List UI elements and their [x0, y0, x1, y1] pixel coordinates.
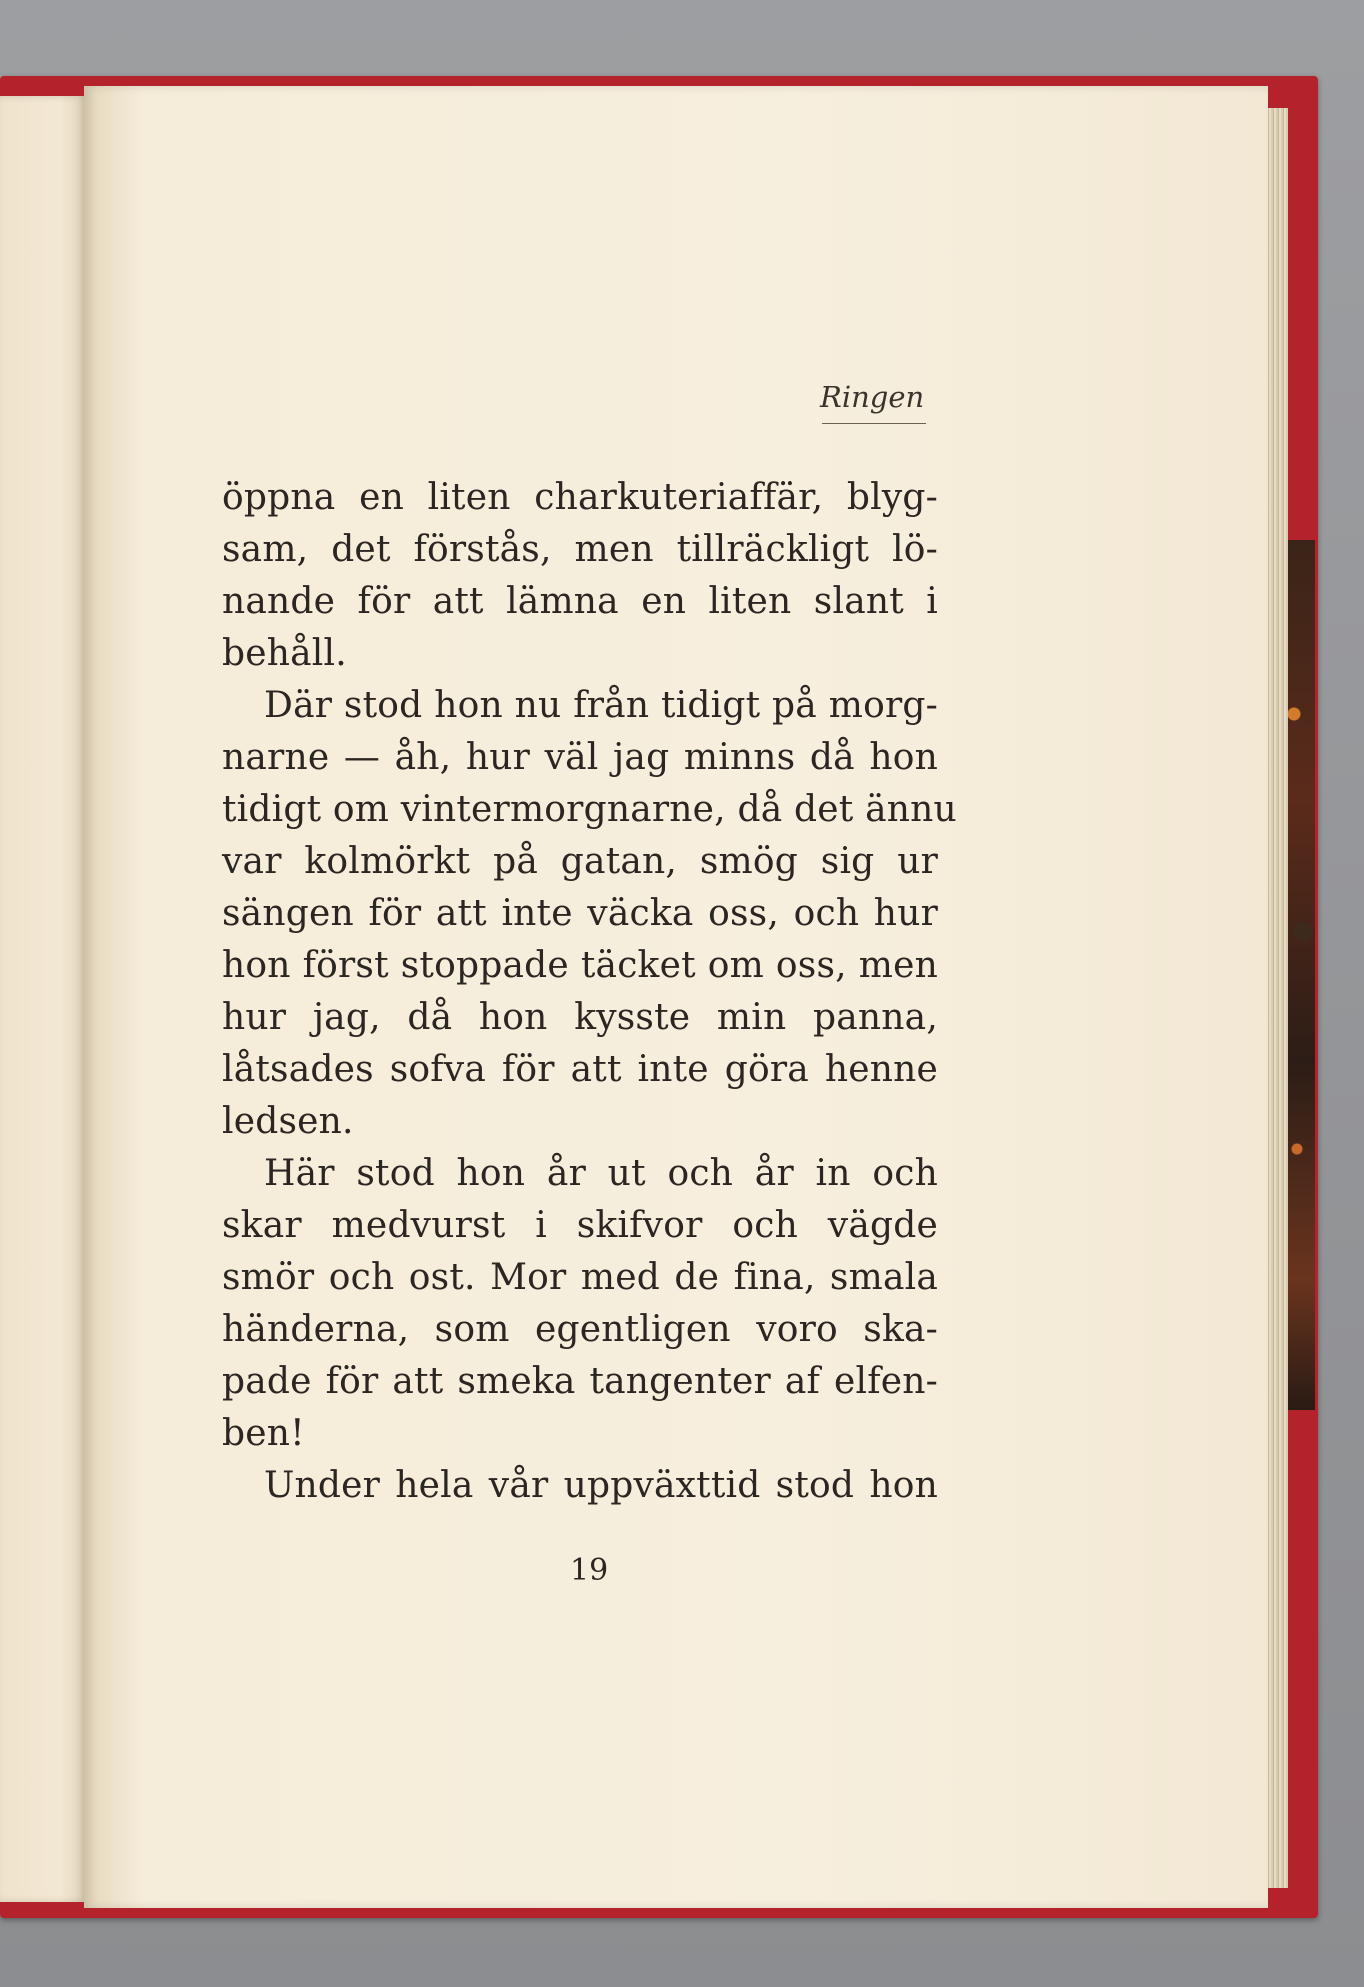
- page-number: 19: [570, 1553, 609, 1588]
- text-line: behåll.: [222, 633, 347, 674]
- text-line: öppna en liten charkuteriaffär, blyg-: [222, 477, 938, 518]
- text-line: låtsades sofva för att inte göra henne: [222, 1049, 938, 1090]
- text-line: Under hela vår uppväxttid stod hon: [264, 1465, 938, 1506]
- text-line: smör och ost. Mor med de fina, smala: [222, 1257, 938, 1298]
- text-line: hur jag, då hon kysste min panna,: [222, 997, 938, 1038]
- text-line: sängen för att inte väcka oss, och hur: [222, 893, 938, 934]
- text-line: skar medvurst i skifvor och vägde: [222, 1205, 938, 1246]
- running-head: Ringen: [820, 380, 925, 414]
- left-page-edge: [0, 96, 86, 1902]
- text-line: Där stod hon nu från tidigt på morg-: [264, 685, 938, 726]
- running-head-rule: [822, 423, 926, 424]
- text-line: tidigt om vintermorgnarne, då det ännu: [222, 789, 957, 830]
- body-text: [222, 472, 957, 1512]
- text-line: sam, det förstås, men tillräckligt lö-: [222, 529, 938, 570]
- text-line: Här stod hon år ut och år in och: [264, 1153, 938, 1194]
- text-line: nande för att lämna en liten slant i: [222, 581, 938, 622]
- text-line: händerna, som egentligen voro ska-: [222, 1309, 938, 1350]
- page-block-edges: [1266, 108, 1288, 1888]
- text-line: ben!: [222, 1413, 305, 1454]
- marbled-endpaper: [1285, 540, 1315, 1410]
- text-line: ledsen.: [222, 1101, 354, 1142]
- text-line: narne — åh, hur väl jag minns då hon: [222, 737, 938, 778]
- text-line: pade för att smeka tangenter af elfen-: [222, 1361, 938, 1402]
- text-line: hon först stoppade täcket om oss, men: [222, 945, 938, 986]
- text-line: var kolmörkt på gatan, smög sig ur: [222, 841, 938, 882]
